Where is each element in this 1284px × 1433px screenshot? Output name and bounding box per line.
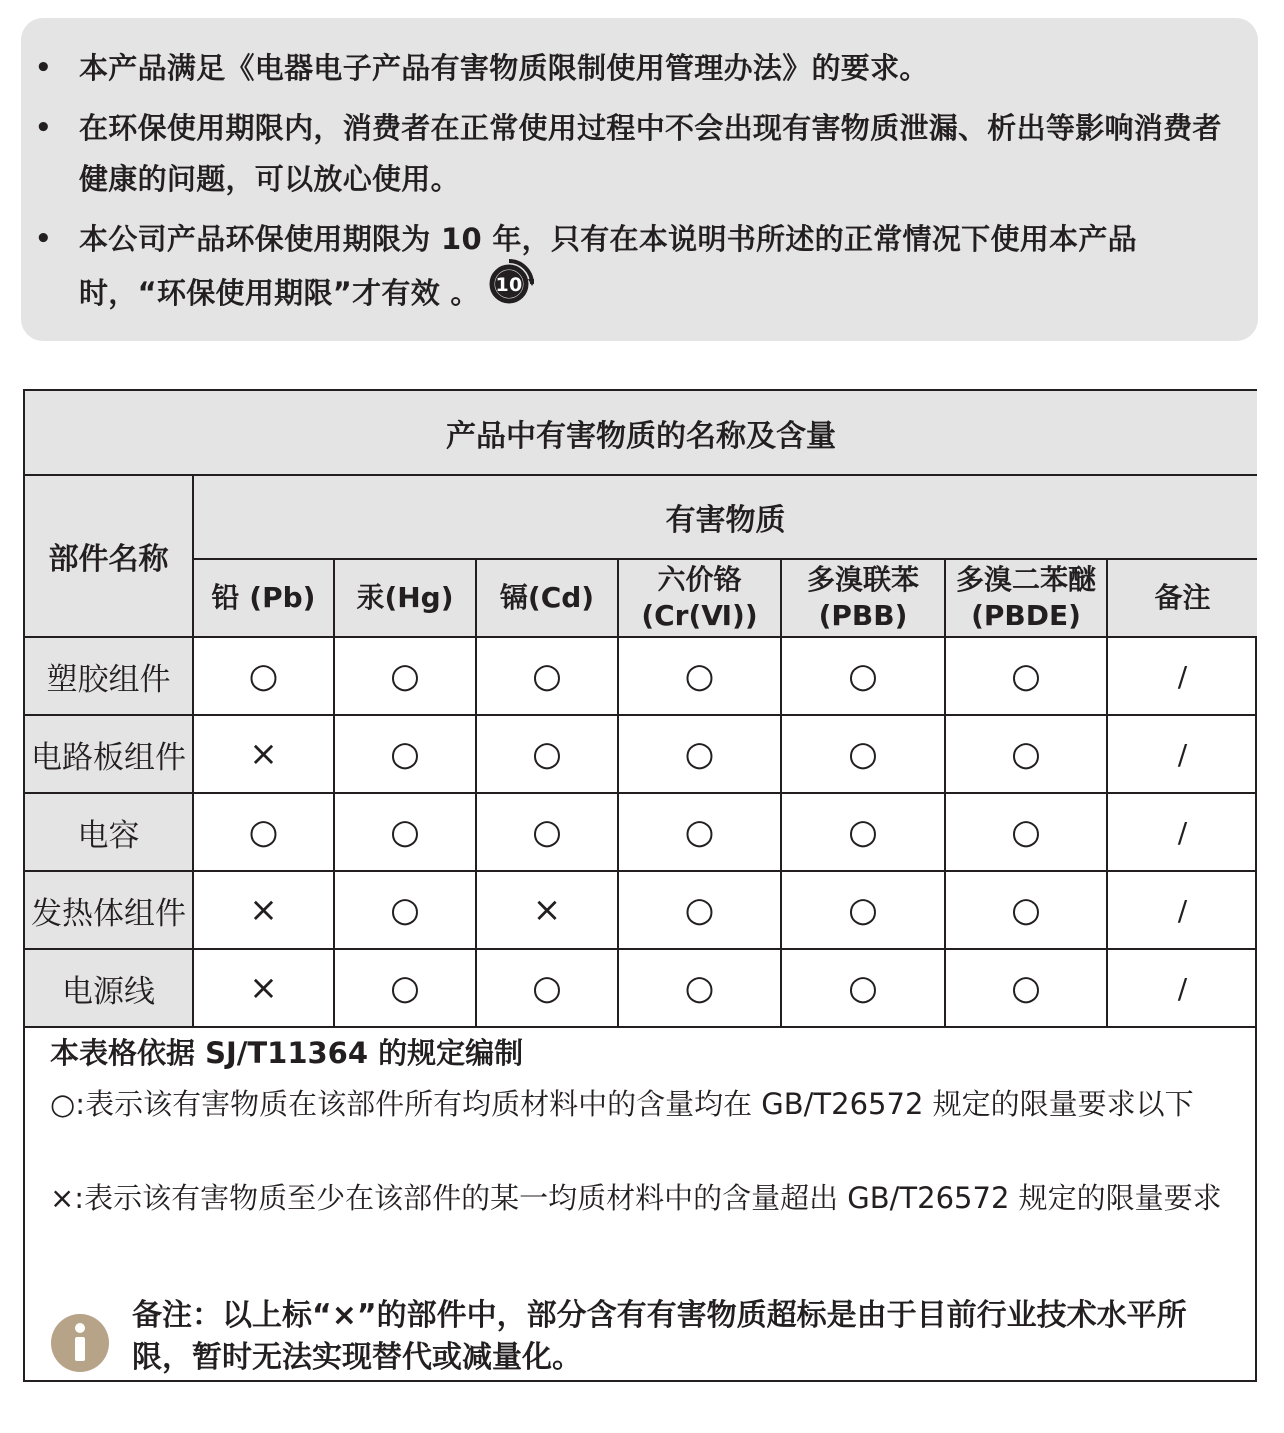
- substance-cell: ○: [193, 793, 334, 871]
- cross-note: ×:表示该有害物质至少在该部件的某一均质材料中的含量超出 GB/T26572 规定的限量要求: [50, 1181, 1222, 1215]
- remark-block: [50, 1295, 1240, 1385]
- bullet-text: 本公司产品环保使用期限为 10 年，只有在本说明书所述的正常情况下使用本产品时，“环保使用期限”才有效 。 10: [79, 214, 1229, 325]
- column-header-line: (PBDE): [971, 599, 1081, 632]
- notice-panel: • 本产品满足《电器电子产品有害物质限制使用管理办法》的要求。 • 在环保使用期限内，消费者在正常使用过程中不会出现有害物质泄漏、析出等影响消费者健康的问题，可以放心使用。 • 本公司产品环保使用期限为 10 年，只有在本说明书所述的正常情况下使用本产品时，“环保使用期限”才有效 。 10: [21, 18, 1258, 341]
- substance-group-header: 有害物质: [193, 475, 1257, 559]
- substance-cell: ○: [618, 871, 781, 949]
- table-title: 产品中有害物质的名称及含量: [25, 391, 1257, 475]
- bullet-text: 在环保使用期限内，消费者在正常使用过程中不会出现有害物质泄漏、析出等影响消费者健康的问题，可以放心使用。: [79, 111, 1222, 196]
- substance-cell: /: [1107, 637, 1257, 715]
- substance-cell: ○: [476, 637, 618, 715]
- remark-text: 备注：以上标“×”的部件中，部分含有有害物质超标是由于目前行业技术水平所限，暂时无法实现替代或减量化。: [132, 1298, 1187, 1375]
- substance-cell: ×: [476, 871, 618, 949]
- substance-cell: ○: [781, 793, 945, 871]
- column-header-line: (PBB): [818, 599, 908, 632]
- column-header-line: 铅 (Pb): [211, 581, 316, 614]
- substance-cell: ○: [334, 715, 476, 793]
- column-header-line: (Cr(Ⅵ)): [641, 599, 758, 632]
- part-name-cell: 电源线: [25, 949, 193, 1027]
- column-header: [618, 559, 781, 637]
- column-header: [1107, 559, 1257, 637]
- table-row: [25, 793, 1257, 871]
- substance-cell: ○: [334, 871, 476, 949]
- substance-cell: ○: [476, 949, 618, 1027]
- part-name-cell: 电路板组件: [25, 715, 193, 793]
- substance-cell: ○: [618, 637, 781, 715]
- substance-cell: ○: [945, 949, 1107, 1027]
- column-header-line: 多溴联苯: [806, 563, 919, 596]
- substance-cell: /: [1107, 715, 1257, 793]
- circle-note: ○:表示该有害物质在该部件所有均质材料中的含量均在 GB/T26572 规定的限量要求以下: [50, 1087, 1194, 1121]
- substance-cell: ○: [945, 871, 1107, 949]
- bullet-text: 本产品满足《电器电子产品有害物质限制使用管理办法》的要求。: [79, 51, 929, 85]
- substance-cell: ×: [193, 949, 334, 1027]
- substance-cell: ○: [476, 715, 618, 793]
- substance-cell: ○: [618, 715, 781, 793]
- substance-cell: ○: [334, 793, 476, 871]
- column-header-line: 汞(Hg): [356, 581, 454, 614]
- column-header-line: 备注: [1154, 581, 1211, 614]
- substance-table: [25, 391, 1257, 1028]
- substance-cell: /: [1107, 949, 1257, 1027]
- column-header: [781, 559, 945, 637]
- substance-cell: ○: [945, 637, 1107, 715]
- svg-text:10: 10: [495, 274, 523, 296]
- substance-cell: ○: [618, 793, 781, 871]
- substance-cell: ×: [193, 715, 334, 793]
- info-icon: [50, 1313, 110, 1377]
- substance-cell: ○: [781, 949, 945, 1027]
- table-row: [25, 871, 1257, 949]
- substance-cell: ×: [193, 871, 334, 949]
- part-name-cell: 电容: [25, 793, 193, 871]
- part-name-header: 部件名称: [25, 475, 193, 637]
- column-header: [193, 559, 334, 637]
- notes-title: 本表格依据 SJ/T11364 的规定编制: [50, 1036, 524, 1070]
- part-name-cell: 塑胶组件: [25, 637, 193, 715]
- part-name-cell: 发热体组件: [25, 871, 193, 949]
- substance-cell: ○: [945, 715, 1107, 793]
- column-header: [334, 559, 476, 637]
- substance-cell: ○: [193, 637, 334, 715]
- substance-cell: ○: [781, 715, 945, 793]
- table-row: [25, 637, 1257, 715]
- column-header-line: 多溴二苯醚: [955, 563, 1096, 596]
- substance-cell: ○: [334, 949, 476, 1027]
- table-row: [25, 949, 1257, 1027]
- column-header-line: 六价铬: [657, 563, 742, 596]
- column-header-line: 镉(Cd): [499, 581, 595, 614]
- substance-cell: ○: [476, 793, 618, 871]
- substance-cell: /: [1107, 871, 1257, 949]
- hazardous-substance-table: [23, 389, 1257, 1382]
- column-header: [945, 559, 1107, 637]
- substance-cell: ○: [781, 637, 945, 715]
- substance-cell: ○: [781, 871, 945, 949]
- substance-cell: ○: [334, 637, 476, 715]
- epup-10-year-icon: [484, 259, 534, 325]
- substance-cell: /: [1107, 793, 1257, 871]
- column-header: [476, 559, 618, 637]
- table-row: [25, 715, 1257, 793]
- substance-cell: ○: [618, 949, 781, 1027]
- substance-cell: ○: [945, 793, 1107, 871]
